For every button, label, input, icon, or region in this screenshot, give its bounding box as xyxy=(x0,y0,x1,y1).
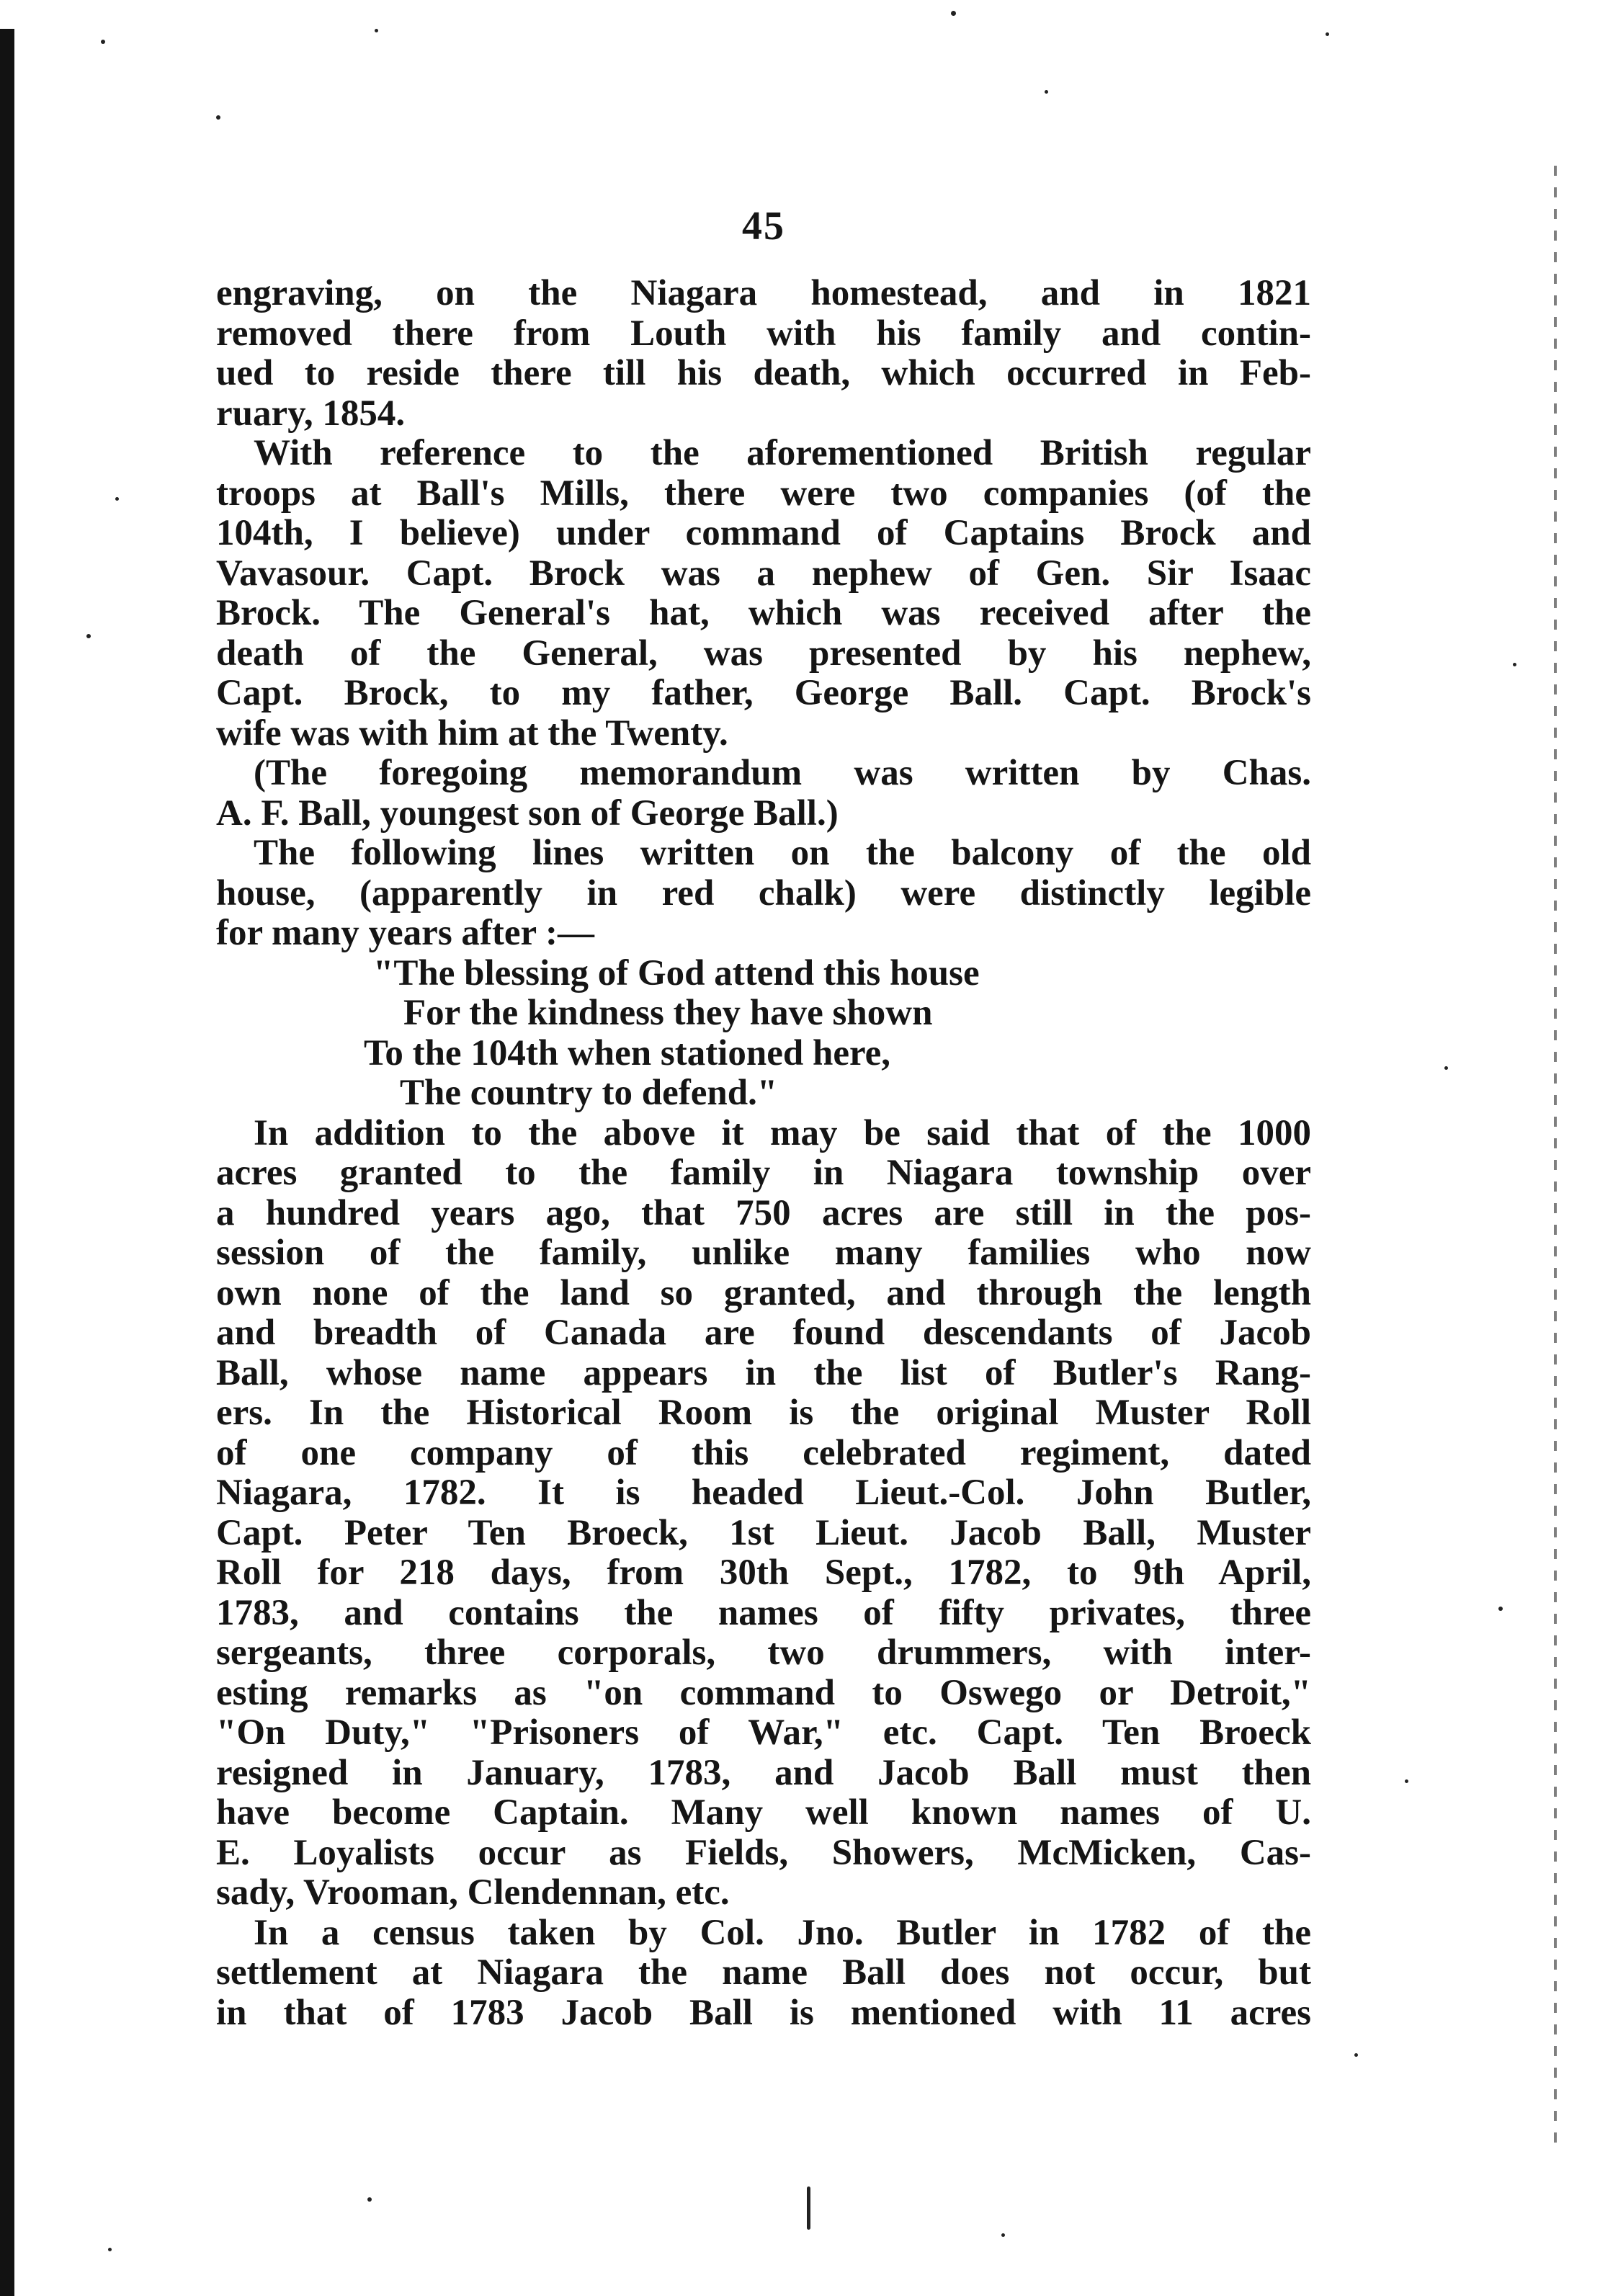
page-right-edge-shadow xyxy=(1554,166,1557,2154)
text-line: Capt. Peter Ten Broeck, 1st Lieut. Jacob Ball, Muster xyxy=(216,1512,1311,1553)
text-line: engraving, on the Niagara homestead, and in 1821 xyxy=(216,273,1311,313)
text-line: acres granted to the family in Niagara township over xyxy=(216,1153,1311,1193)
text-line: 1783, and contains the names of fifty privates, three xyxy=(216,1592,1311,1633)
text-line: Ball, whose name appears in the list of Butler's Rang- xyxy=(216,1352,1311,1393)
scan-speck xyxy=(1045,90,1048,94)
scan-speck xyxy=(1405,1779,1408,1783)
text-line: wife was with him at the Twenty. xyxy=(216,713,728,754)
text-line: removed there from Louth with his family and contin- xyxy=(216,313,1311,354)
text-line: Niagara, 1782. It is headed Lieut.-Col. John Butler, xyxy=(216,1473,1311,1513)
text-line: The country to defend." xyxy=(400,1073,778,1113)
text-line: Vavasour. Capt. Brock was a nephew of Gen. Sir Isaac xyxy=(216,553,1311,594)
scan-speck xyxy=(1001,2233,1005,2237)
text-line: (The foregoing memorandum was written by Chas. xyxy=(254,753,1311,793)
text-line: Capt. Brock, to my father, George Ball. Capt. Brock's xyxy=(216,673,1311,713)
scan-speck xyxy=(108,2248,112,2251)
text-line: own none of the land so granted, and through the length xyxy=(216,1272,1311,1313)
text-line: session of the family, unlike many families who now xyxy=(216,1233,1311,1273)
page-number: 45 xyxy=(742,204,785,249)
scan-speck xyxy=(216,115,220,120)
text-line: resigned in January, 1783, and Jacob Ball must then xyxy=(216,1752,1311,1793)
text-line: E. Loyalists occur as Fields, Showers, McMicken, Cas- xyxy=(216,1832,1311,1873)
text-line: Roll for 218 days, from 30th Sept., 1782, to 9th April, xyxy=(216,1553,1311,1593)
text-line: sergeants, three corporals, two drummers, with inter- xyxy=(216,1632,1311,1673)
scan-speck xyxy=(1498,1607,1503,1611)
text-line: 104th, I believe) under command of Captains Brock and xyxy=(216,513,1311,553)
scan-speck xyxy=(807,2186,810,2230)
text-line: ruary, 1854. xyxy=(216,393,406,434)
text-line: have become Captain. Many well known names of U. xyxy=(216,1792,1311,1833)
text-line: ers. In the Historical Room is the original Muster Roll xyxy=(216,1393,1311,1433)
text-line: To the 104th when stationed here, xyxy=(364,1032,891,1073)
text-line: house, (apparently in red chalk) were distinctly legible xyxy=(216,872,1311,914)
page-binding-edge xyxy=(0,29,14,2296)
text-line: For the kindness they have shown xyxy=(403,993,933,1033)
text-line: With reference to the aforementioned British regular xyxy=(254,433,1311,473)
text-line: troops at Ball's Mills, there were two companies (of the xyxy=(216,473,1311,514)
text-line: of one company of this celebrated regiment, dated xyxy=(216,1432,1311,1473)
scan-speck xyxy=(367,2197,372,2202)
scan-speck xyxy=(115,497,119,501)
text-line: death of the General, was presented by his nephew, xyxy=(216,633,1311,674)
text-line: and breadth of Canada are found descendants of Jacob xyxy=(216,1313,1311,1353)
body-text xyxy=(216,274,1311,2033)
text-line: In addition to the above it may be said that of the 1000 xyxy=(254,1112,1311,1153)
scan-speck xyxy=(1513,663,1516,666)
text-line: In a census taken by Col. Jno. Butler in 1782 of the xyxy=(254,1912,1311,1953)
text-line: ued to reside there till his death, which occurred in Feb- xyxy=(216,353,1311,393)
text-line: a hundred years ago, that 750 acres are still in the pos- xyxy=(216,1192,1311,1233)
scan-speck xyxy=(1326,32,1329,36)
text-line: sady, Vrooman, Clendennan, etc. xyxy=(216,1872,730,1913)
text-line: "On Duty," "Prisoners of War," etc. Capt. Ten Broeck xyxy=(216,1712,1311,1753)
text-line: The following lines written on the balcony of the old xyxy=(254,833,1311,873)
text-line: settlement at Niagara the name Ball does not occur, but xyxy=(216,1952,1311,1993)
scan-speck xyxy=(1444,1066,1448,1070)
text-line: in that of 1783 Jacob Ball is mentioned with 11 acres xyxy=(216,1992,1311,2033)
text-line: esting remarks as "on command to Oswego or Detroit," xyxy=(216,1672,1311,1713)
scan-speck xyxy=(86,634,91,638)
text-line: for many years after :— xyxy=(216,913,594,953)
text-line: A. F. Ball, youngest son of George Ball.) xyxy=(216,792,839,834)
text-line: "The blessing of God attend this house xyxy=(373,952,980,993)
text-line: Brock. The General's hat, which was received after the xyxy=(216,593,1311,633)
scan-speck xyxy=(101,40,105,44)
scan-speck xyxy=(1354,2053,1358,2057)
scan-speck xyxy=(951,11,956,16)
scan-speck xyxy=(375,29,378,32)
